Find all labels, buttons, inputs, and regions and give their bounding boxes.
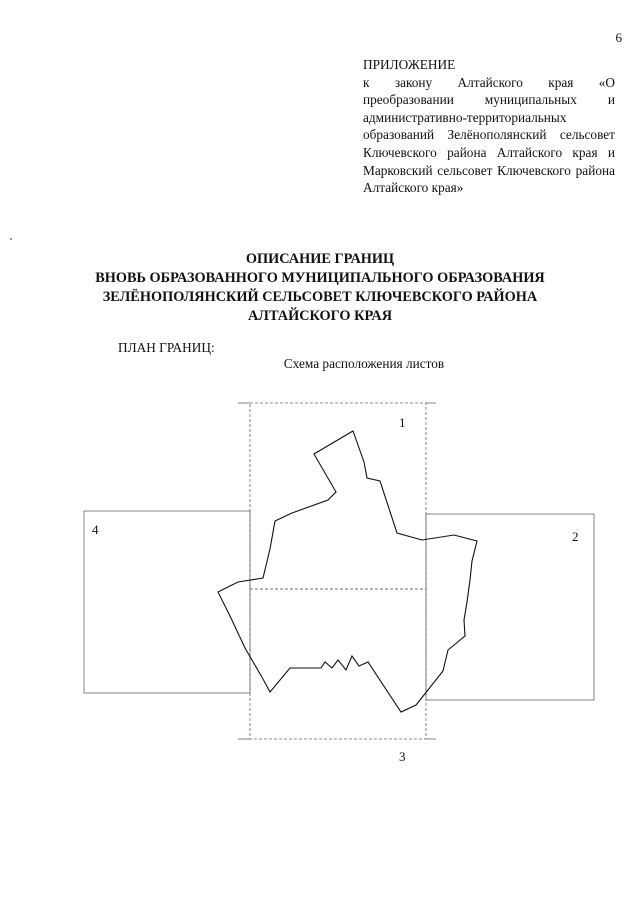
sheet-3-number: 3 [399,749,406,764]
page-number: 6 [615,30,622,45]
heading-line-3: ЗЕЛЁНОПОЛЯНСКИЙ СЕЛЬСОВЕТ КЛЮЧЕВСКОГО РАЙОНА [102,289,538,305]
sheet-2-number: 2 [572,529,579,544]
heading-line-4: АЛТАЙСКОГО КРАЯ [247,308,393,324]
sheet-4-number: 4 [92,522,99,537]
plan-label: ПЛАН ГРАНИЦ: [118,340,215,355]
sheet-4-frame [84,511,250,693]
heading-line-2: ВНОВЬ ОБРАЗОВАННОГО МУНИЦИПАЛЬНОГО ОБРАЗОВАНИЯ [95,270,545,286]
sheet-2-frame [426,514,594,700]
heading-line-1: ОПИСАНИЕ ГРАНИЦ [245,251,395,267]
scheme-title: Схема расположения листов [283,356,445,371]
boundary-outline [218,431,477,712]
sheet-1-frame [250,403,426,589]
appendix-title: ПРИЛОЖЕНИЕ [363,57,456,72]
appendix-text: к закону Алтайского края «О преобразовании муниципальных и административно-территориальных образований Зелёнополянский сельсовет Ключевского района Алтайского края и Марковский сельсовет Ключевского района Алтайского края» [363,74,615,196]
sheet-3-frame [250,589,426,739]
sheet-1-number: 1 [399,415,406,430]
